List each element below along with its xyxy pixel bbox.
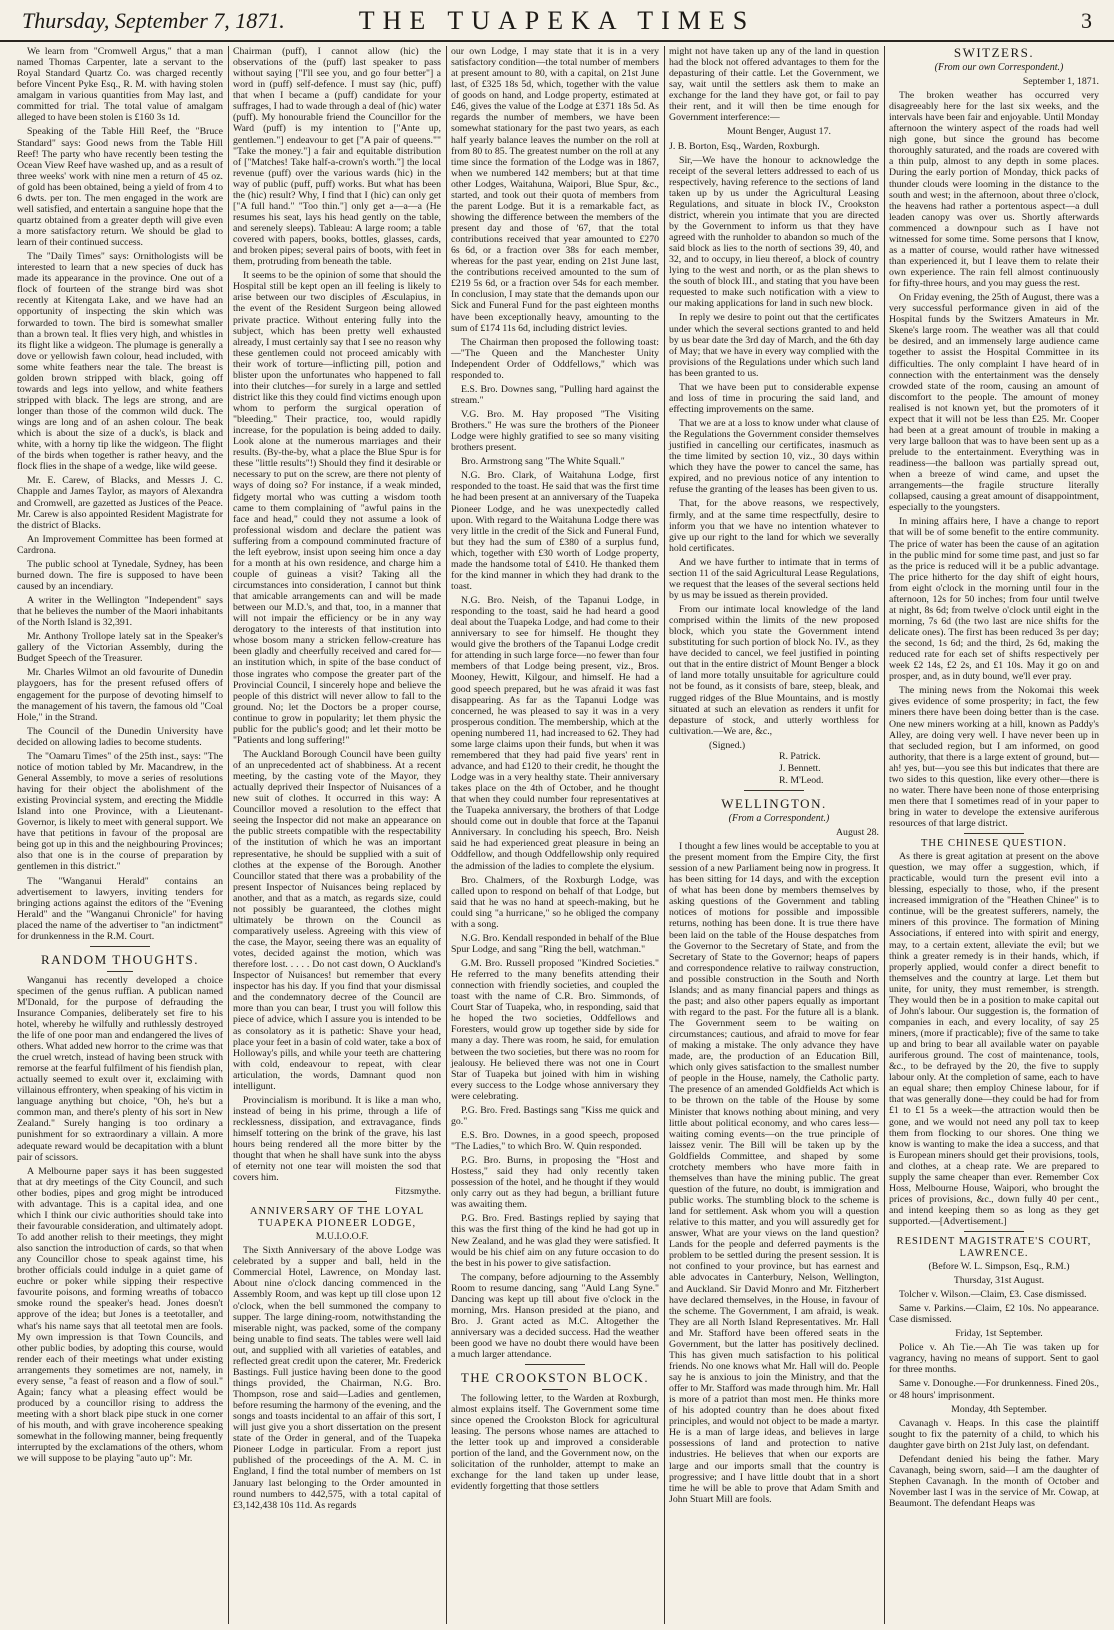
article-paragraph: The mining news from the Nokomai this week gives evidence of some prosperity; in fact, the few miners there have been doing better than is the case. One new miners working at a hill, known as Paddy's Alley, are doing very well. I have never been up in that secluded region, but I am informed, on good authority, that there is a large extent of ground, but—ah! yes, but—you see this but indicates that there are two sides to this question, like every other—there is no water. There have been none of those enterprising men there that I sometimes read of in your paper to bring in water to develope the extensive auriferous resources of that large district. <box>889 685 1099 830</box>
section-divider <box>744 790 804 791</box>
article-paragraph: Provincialism is moribund. It is like a man who, instead of being in his prime, through a life of recklessness, dissipation, and extravagance, finds himself tottering on the brink of the grave, his last hours being rendered all the more bitter by the thought that when he shall have sunk into the abyss of eternity not one tear will moisten the sod that covers him. <box>233 1094 441 1184</box>
article-paragraph: Wanganui has recently developed a choice specimen of the genus ruffian. A publican named M'Donald, for the purpose of defrauding the Insurance Companies, deliberately set fire to his hotel, whereby he wilfully and ruthlessly destroyed the life of one poor man and endangered the lives of others. What added new horror to the crime was that the cruel wretch, instead of having been struck with remorse at the fearful fulfilment of his fiendish plan, actually seemed to exult over it, exclaiming with villainous effrontery, when speaking of his victim in language anything but choice, "Oh, he's but a common man, and there's plenty of his sort in New Zealand." Surely hanging is too ordinary a punishment for so extraordinary a villain. A more adequate reward would be decapitation with a blunt pair of scissors. <box>17 974 223 1163</box>
section-divider <box>90 946 150 947</box>
column-rule <box>664 46 665 1624</box>
article-paragraph: As there is great agitation at present on the above question, we may offer a suggestion, which, if practicable, would turn the present evil into a blessing, especially to those, who, if the present increased immigration of the "Heathen Chinee" is to continue, will be the greatest sufferers, namely, the miners of this province. The formation of Mining Associations, if entered into with spirit and energy, may, to a certain extent, alleviate the evil; but we think a greater remedy is in their hands, which, if properly applied, would confer a direct benefit to themselves and the country at large. Let them but unite, for unity, they must remember, is strength. They would then be in a position to make capital out of John's labour. Our suggestion is, the formation of companies in each, and every locality, of say 25 miners, (more if practicable); five of the same to take up and bring to bear all available water on payable auriferous ground. The cost of maintenance, tools, &c., to be defrayed by the 20, the five to supply labour only. At the completion of same, each to have an equal share; then employ Chinese labour, for if that was generally done—they could be had for from £1 to £1 5s a week—the attraction would then be gone, and we would not need any poll tax to keep them from flocking to our shores. One thing we know is wanting to make the idea a success, and that is European miners should get their provisions, tools, and clothes, at a cheap rate. We are prepared to supply the same cheaper than ever. Remember Cox Hoss, Melbourne House, Waipori, who brought the prices of provisions, &c., down fully 40 per cent., and intend keeping them so as long as they get supported.—[Advertisement.] <box>889 851 1099 1228</box>
news-paragraph: An Improvement Committee has been formed at Cardrona. <box>17 533 223 556</box>
article-paragraph: E.S. Bro. Downes, in a good speech, proposed "The Ladies," to which Bro. W. Quin responded. <box>451 1129 659 1152</box>
court-day: Monday, 4th September. <box>951 1403 1047 1415</box>
letter-paragraph: In reply we desire to point out that the certificates under which the several sections granted to and held by us bear date the 3rd day of March, and the 6th day of May; that we have in every way complied with the provisions of the Regulations under which such land has been granted to us. <box>669 312 879 379</box>
heading-crookston-block: THE CROOKSTON BLOCK. <box>460 1370 650 1386</box>
section-divider <box>107 971 133 972</box>
news-paragraph: The "Daily Times" says: Ornithologists will be interested to learn that a new species of duck has made its appearance in the province. One out of a flock of fourteen of the strange bird was shot recently at Kitengata Lake, and we have had an opportunity of inspecting the skin which was forwarded to town. The bird is somewhat smaller than a brown teal. It flies very high, and whistles in its flight like a widgeon. The plumage is generally a dove or yellowish fawn colour, head included, with some white feathers near the tale. The breast is golden brown stripped with black, going off towards and legs into yellow, and white feathers stripped with black. The legs are strong, and are longer than those of the common wild duck. The wings are long and of an ashen colour. The beak which is about the size of a duck's, is black and white, with a horny tip like the widgeon. The flight of the birds when together is rather heavy, and the flock flies in the shape of a wedge, like wild geese. <box>17 251 223 473</box>
column-rule <box>228 46 229 1624</box>
article-paragraph: P.G. Bro. Fred. Bastings sang "Kiss me quick and go." <box>451 1104 659 1127</box>
page-number: 3 <box>1081 8 1092 33</box>
article-paragraph: P.G. Bro. Fred. Bastings replied by saying that this was the first thing of the kind he had got up in New Zealand, and he was glad they were satisfied. It would be his chief aim on any future occasion to do the best in his power to give satisfaction. <box>451 1213 659 1269</box>
court-case: Tolcher v. Wilson.—Claim, £3. Case dismissed. <box>899 1289 1087 1300</box>
section-divider <box>964 833 1024 834</box>
article-paragraph: A Melbourne paper says it has been suggested that at dry meetings of the City Council, and such other bodies, pipes and grog might be introduced with advantage. This is a capital idea, and one which I think our civic authorities should take into their favourable consideration, and ultimately adopt. To add another relish to their meetings, they might also sanction the introduction of cards, so that when any Councillor chose to speak against time, his brother officials could indulge in a quiet game of euchre or poker while sipping their respective favourite poisons, and forming wreaths of tobacco smoke round the speaker's head. Jones doesn't approve of the idea; but Jones is a teetotaller, and what's his name says that all teetotal men are fools. My own impression is that Town Councils, and other public bodies, by adopting this course, would render each of their meetings what under existing arrangements they sometimes are not, namely, in every sense, "a feast of reason and a flow of soul." Again; fancy what a pleasing effect would be produced by a councillor rising to address the meeting with a short black pipe stuck in one corner of his mouth, and with grave incoherence speaking somewhat in the following manner, being frequently interrupted by the exclamations of the others, whom we will suppose to be playing "auto up": Mr. <box>17 1165 223 1465</box>
newspaper-title: THE TUAPEKA TIMES <box>358 6 756 35</box>
news-paragraph: The "Oamaru Times" of the 25th inst., says: "The notice of motion tabled by Mr. Macandrew, in the General Assembly, to move a series of resolutions having for their object the abolishment of the existing Provincial system, and erecting the Middle Island into one Province, with a Lieutenant-Governor, is likely to meet with general support. We have that petitions in favour of the proposal are being got up in this and the neighbouring Provinces; also that one is in the course of preparation by gentlemen in this district." <box>17 750 223 873</box>
letter-addressee: J. B. Borton, Esq., Warden, Roxburgh. <box>669 140 820 152</box>
court-case: Defendant denied his being the father. Mary Cavanagh, being sworn, said—I am the daughter of Stephen Cavanagh. In the month of October and November last I was in the service of Mr. Cowap, at Beaumont. The defendant Heaps was <box>889 1453 1099 1510</box>
article-paragraph: The broken weather has occurred very disagreeably here for the last six weeks, and the intervals have been fair and enjoyable. Until Monday afternoon the wintery aspect of the roads had well nigh gone, but since the ground has become thoroughly saturated, and the roads are covered with a thin pulp, almost to any depth in some places. During the early portion of Monday, thick packs of thunder clouds were looming in the distance to the south and west; in the afternoon, about three o'clock, the heavens had rather a portentous aspect—a dull leaden canopy was over us. Shortly afterwards commenced a downpour such as I have not witnessed for some time. Some persons that I know, as a matter of course, would rather have witnessed than experienced it, but I leave them to relate their own experience. The rain fell almost continuously for fifty-three hours, and you may guess the rest. <box>889 90 1099 290</box>
article-paragraph: On Friday evening, the 25th of August, there was a very successful performance given in aid of the Hospital funds by the Switzers Amateurs in Mr. Skene's large room. The weather was all that could be desired, and an immensely large audience came together to assist the Hospital Committee in its difficulties. The only complaint I have heard of in connection with the entertainment was the densely crowded state of the room, causing an amount of discomfort to the people. The amount of money realised is not known yet, but the promoters of it expect that it will not be less than £25. Mr. Cooper had been at a great amount of trouble in making a very large balloon that was to have been sent up as a prelude to the entertainment. Everything was in readiness—the balloon was partially spread out, when a breeze of wind came, and upset the arrangements—the fragile structure literally collapsed, causing a great amount of disappointment, especially to the youngsters. <box>889 292 1099 514</box>
news-paragraph: We learn from "Cromwell Argus," that a man named Thomas Carpenter, late a servant to the Royal Standard Quartz Co. was charged recently before Vincent Pyke Esq., R. M. with having stolen amalgam in various quantities from May last, and committed for trial. The total value of amalgam alleged to have been stolen is £160 3s 1d. <box>17 46 223 124</box>
article-paragraph: Chairman (puff), I cannot allow (hic) the observations of the (puff) last speaker to pass without saying ["I'll see you, and go four better"] a word in (puff) self-defence. I must say (hic, puff) that when I became a (puff) candidate for your suffrages, I had to wade through a deal of (hic) water (puff). My honourable friend the Councillor for the Ward (puff) is my intention to ["Ante up, gentlemen."] endeavour to get ["A pair of queens."" "Take the money."] a fair and equitable distribution of ["Matches! Take half-a-crown's worth."] the local revenue (puff) over the various wards (hic) in the way of public (puff, puff) works. But what has been the (hic) result? Why, I find that I (hic) can only get ["A full hand." "Too thin."] only get a—a—a (He resumes his seat, lays his head gently on the table, and serenely sleeps). Tableau: A large room; a table covered with papers, books, bottles, glasses, cards, and broken pipes; several pairs of boots, with feet in them, protruding from beneath the table. <box>233 46 441 268</box>
court-case: Police v. Ah Tie.—Ah Tie was taken up for vagrancy, having no means of support. Sent to gaol for three months. <box>889 1342 1099 1376</box>
author-signature: Fitzsmythe. <box>395 1186 441 1198</box>
heading-wellington: WELLINGTON. <box>721 796 827 811</box>
column-2 <box>230 46 444 1626</box>
column-4 <box>666 46 882 1626</box>
letter-paragraph: That we have been put to considerable expense and loss of time in procuring the said land, and effecting improvements on the same. <box>669 381 879 415</box>
masthead <box>0 0 1114 42</box>
article-paragraph: Bro. Chalmers, of the Roxburgh Lodge, was called upon to respond on behalf of that Lodge, but said that he was no hand at speech-making, but he could sing "a hurricane," so he obliged the company with a song. <box>451 874 659 930</box>
news-paragraph: The Council of the Dunedin University have decided on allowing ladies to become students. <box>17 725 223 748</box>
dateline: September 1, 1871. <box>1022 75 1099 87</box>
news-paragraph: Mr. E. Carew, of Blacks, and Messrs J. C. Chapple and James Taylor, as mayors of Alexandra and Cromwell, are gazetted as Justices of the Peace. Mr. Carew is also appointed Resident Magistrate for the district of Blacks. <box>17 475 223 531</box>
letter-paragraph: From our intimate local knowledge of the land comprised within the limits of the new proposed block, which you state the Government intend substituting for such portion of block No. IV., as they have decided to cancel, we feel justified in pointing out that in the entire district of Mount Benger a block of land more totally unsuitable for agriculture could not be found, as it consists of bare, steep, bleak, and rugged ridges of the Blue Mountains, and is mostly situated at such an elevation as renders it unfit for depasture of stock, and utterly worthless for cultivation.—We are, &c., <box>669 604 879 737</box>
article-paragraph: N.G. Bro. Neish, of the Tapanui Lodge, in responding to the toast, said he had heard a good deal about the Tuapeka Lodge, and had come to their anniversary to see for himself. He thought they would give the brothers of the Tapanui Lodge credit for attending in such large force—no fewer than four members of that Lodge being present, viz., Bros. Mooney, Hewitt, Kilgour, and himself. He had a good speech prepared, but he was afraid it was fast disappearing. As far as the Tapanui Lodge was concerned, he was pleased to say it was in a very prosperous condition. The membership, which at the opening numbered 11, had increased to 62. They had some large claims upon their funds, but when it was remembered that they had paid five years' rent in advance, and had £120 to their credit, he thought the Lodge was in a very healthy state. Their anniversary takes place on the 4th of October, and he thought that when they could number four representatives at the Tuapeka anniversary, the brothers of that Lodge should come out in double that force at the Tapanui Anniversary. In concluding his speech, Bro. Neish said he had experienced great pleasure in being an Oddfellow, and though Oddfellowship only required the admission of the ladies to complete the elysium. <box>451 595 659 872</box>
correspondent-note: (From our own Correspondent.) <box>934 61 1064 73</box>
column-3 <box>448 46 662 1626</box>
article-paragraph: The following letter, to the Warden at Roxburgh, almost explains itself. The Government some time since opened the Crookston Block for agricultural leasing. The persons whose names are attached to the letter took up and improved a considerable portion of the land, and the Government now, on the solicitation of the runholder, attempt to make an exchange for the land taken up under lease, evidently forgetting that those settlers <box>451 1392 659 1493</box>
correspondent-note: (From a Correspondent.) <box>728 812 830 824</box>
article-paragraph: It seems to be the opinion of some that should the Hospital still be kept open an ill feeling is likely to arise between our two disciples of Æsculapius, in the event of the Resident Surgeon being allowed private practice. Without entering fully into the subject, which has been pretty well exhausted already, I must certainly say that I see no reason why these gentlemen could not proceed amicably with their work of torture—inflicting pill, potion and blister upon the unfortunates who happened to fall into their clutches—for surely in a large and settled district like this they could find victims enough upon whom to perform the surgical operation of "bleeding." Their practice, too, would rapidly increase, for the population is being added to daily. Look alone at the numerous marriages and their results. (By-the-by, what a place the Blue Spur is for these "little results"!) Should they find it desirable or necessary to put on the screw, are there not plenty of ways of doing so? For instance, if a weak minded, fidgety mortal who was cutting a wisdom tooth came to them complaining of "awful pains in the face and head," could they not assume a look of professional wisdom and declare the patient was suffering from a compound comminuted fracture of the left eyebrow, insist upon seeing him once a day for a month at his own residence, and charge him a couple of guineas a visit? Taking all the circumstances into consideration, I cannot but think that amicable arrangements can and will be made between our M.D.'s, and that, too, in a manner that will not impair the efficiency or be in any way derogatory to the interests of that institution into whose bosom many a stricken fellow-creature has been gladly and cheerfully received and cared for—an institution which, in spite of the base conduct of those ingrates who compose the greater part of the Provincial Council, I sincerely hope and believe the people of this district will never allow to fall to the ground. No; let the Doctors be a proper course, continue to grow in popularity; let them physic the public for the public's good; and let their motto be "Patients and long suffering!" <box>233 270 441 746</box>
heading-magistrates-court: RESIDENT MAGISTRATE'S COURT, LAWRENCE. <box>896 1236 1092 1260</box>
court-case: Cavanagh v. Heaps. In this case the plaintiff sought to fix the paternity of a child, to which his daughter gave birth on 21st July last, on defendant. <box>889 1417 1099 1451</box>
heading-random-thoughts: RANDOM THOUGHTS. <box>40 951 200 967</box>
court-day: Friday, 1st September. <box>955 1328 1043 1340</box>
issue-date: Thursday, September 7, 1871. <box>22 8 285 33</box>
signatory: R. M'Leod. <box>779 774 824 786</box>
column-5 <box>886 46 1102 1626</box>
section-divider <box>542 1389 568 1390</box>
news-paragraph: A writer in the Wellington "Independent" says that he believes the number of the Maori inhabitants of the North Island is 32,391. <box>17 595 223 629</box>
letter-paragraph: That, for the above reasons, we respectively, firmly, and at the same time respectfully, desire to inform you that we have no intention whatever to give up our right to the land for which we severally hold certificates. <box>669 498 879 554</box>
article-paragraph: P.G. Bro. Burns, in proposing the "Host and Hostess," said they had only recently taken possession of the hotel, and he thought if they would only carry out as they had begun, a brilliant future was awaiting them. <box>451 1155 659 1211</box>
article-paragraph: V.G. Bro. M. Hay proposed "The Visiting Brothers." He was sure the brothers of the Pioneer Lodge were highly gratified to see so many visiting brothers present. <box>451 409 659 454</box>
article-paragraph: G.M. Bro. Russell proposed "Kindred Societies." He referred to the many benefits attending their connection with friendly societies, and coupled the toast with the name of C.R. Bro. Simmonds, of Court Star of Tuapeka, who, in responding, said that he hoped the two societies, Oddfellows and Foresters, would grow up together side by side for many a day. There was room, he said, for emulation between the two societies, but there was no room for jealousy. He believed there was not one in Court Star of Tuapeka but joined with him in wishing every success to the Lodge whose anniversary they were celebrating. <box>451 958 659 1102</box>
section-divider <box>307 1201 367 1202</box>
signatory: R. Patrick. <box>779 750 821 762</box>
court-case: Same v. Parkins.—Claim, £2 10s. No appearance. Case dismissed. <box>889 1303 1099 1326</box>
letter-paragraph: That we are at a loss to know under what clause of the Regulations the Government consider themselves justified in cancelling our certificates, inasmuch as the time limited by section 10, viz., 30 days within which they have the power to cancel the same, has expired, and no previous notice of any intention to refuse the granting of the leases has been given to us. <box>669 418 879 496</box>
letter-paragraph: And we have further to intimate that in terms of section 11 of the said Agricultural Lease Regulations, we request that the leases of the several sections held by us may be issued as therein provided. <box>669 556 879 601</box>
news-paragraph: Mr. Anthony Trollope lately sat in the Speaker's gallery of the Victorian Assembly, during the Budget Speech of the Treasurer. <box>17 631 223 665</box>
article-paragraph: I thought a few lines would be acceptable to you at the present moment from the Empire City, the first session of a new Parliament being now in progress. It has been sitting for 14 days, and with the exception of what has been done by members themselves by asking questions of the Government and tabling notices of motions for possible and impossible returns, nothing has been done. It is true there have been laid on the table of the House despatches from the Governor to the Secretary of State, and from the Secretary of State to the Governor; heaps of papers and correspondence relative to railway construction, and possible construction in the South and North Islands; and as many financial papers and things as the past; and also other papers equally as important with regard to the past. For the future all is a blank. The Government seem to be waiting on circumstances; cautious, and afraid to move for fear of making a mistake. The only advance they have made, are, the production of an Education Bill, which only gives satisfaction to the smallest number of people in the House, namely, the Catholic party. The presence of an amended Goldfields Act which is to be thrown on the table of the House by some Minister that knows nothing about mining, and very little about political economy, and who cares less—waiting coming events—on the true principle of laissez venir. The Bill will be taken up by the Goldfields Committee, and shaped by some crotchety members who have more faith in themselves than have the mining public. The great question of the future, no doubt, is immigration and public works. The stumbling block to the scheme is land for settlement. Ask whom you will a question relative to this matter, and you will assuredly get for answer, What are your views on the land question? Lands for the people and deferred payments is the problem to be settled during the present session. It is not confined to your province, but has earnest and able advocates in Canterbury, Nelson, Wellington, and Auckland. Sir David Monro and Mr. Fitzherbert have declared themselves, in the House, in favour of the scheme. The Government, I am afraid, is weak. They are all North Island Representatives. Mr. Hall and Mr. Stafford have been offered seats in the Government, but the latter has positively declined. This has given much satisfaction to his political friends. No one knows what Mr. Hall will do. People say he is anxious to join the Ministry, and that the offer to Mr. Stafford was made through him. Mr. Hall is more of a patriot than most men. He thinks more of his adopted country than he does about fixed principles, and would not object to be made a martyr. He is a man of large ideas, and believes in large possessions of land and protection to native industries. He believes that when our exports are large and our imports small that the country is progressive; and I have little doubt that in a short time he will be able to prove that Adam Smith and John Stuart Mill are fools. <box>669 841 879 1505</box>
section-divider <box>964 1231 1024 1232</box>
article-paragraph: In mining affairs here, I have a change to report that will be of some benefit to the entire community. The price of water has been the cause of an agitation in the public mind for some time past, and just so far as the price is reduced will it be a public advantage. The price hitherto for the day shift of eight hours, from eight o'clock in the morning until four in the afternoon, 12s for 50 inches; from four until twelve at night, 8s 6d; from twelve o'clock until eight in the morning, 7s 6d (the two last are nice shifts for the delicate ones). The first has been reduced 3s per day; the second, 1s 6d; and the third, 2s 6d, making the reduced rate for each set of shifts respectively per week £2 14s, £2 2s, and £1 10s. May it go on and prosper, and, as in duty bound, we'll ever pray. <box>889 516 1099 683</box>
article-paragraph: might not have taken up any of the land in question had the block not offered advantages to them for the depasturing of their cattle. Let the Government, we say, wait until the settlers ask them to make an exchange for the land they have got, or fail to pay their rent, and it will then be time enough for Government interference:— <box>669 46 879 124</box>
court-bench: (Before W. L. Simpson, Esq., R.M.) <box>928 1260 1070 1272</box>
heading-chinese-question: THE CHINESE QUESTION. <box>920 838 1068 850</box>
letter-signed: (Signed.) <box>709 739 746 751</box>
news-paragraph: The "Wanganui Herald" contains an advertisement to lawyers, inviting tenders for bringing actions against the editors of the "Evening Herald" and the "Wanganui Chronicle" for having placed the name of the advertiser to "an indictment" for drunkenness in the R.M. Court. <box>17 875 223 942</box>
news-paragraph: Speaking of the Table Hill Reef, the "Bruce Standard" says: Good news from the Table Hill Reef! The party who have recently been testing the Ocean View Reef have washed up, and as a result of three weeks' work with nine men a return of 45 oz. of gold has been obtained, being a yield of from 4 to 6 dwts. per ton. The men engaged in the work are well satisfied, and entertain a sanguine hope that the quartz obtained from a greater depth will give even a more satisfactory return. We should be glad to learn of their continued success. <box>17 126 223 249</box>
article-paragraph: The company, before adjourning to the Assembly Room to resume dancing, sang "Auld Lang Syne." Dancing was kept up till about five o'clock in the morning, Mrs. Hanson presided at the piano, and Bro. J. Grant acted as M.C. Altogether the anniversary was a decided success. Had the weather been good we have no doubt there would have been a much larger attendance. <box>451 1271 659 1361</box>
dateline: August 28. <box>835 826 879 838</box>
lodge-order: M.U.I.O.O.F. <box>315 1231 369 1243</box>
article-paragraph: E.S. Bro. Downes sang, "Pulling hard against the stream." <box>451 383 659 406</box>
column-1 <box>14 46 226 1626</box>
heading-switzers: SWITZERS. <box>953 46 1035 60</box>
court-case: Same v. Donoughe.—For drunkenness. Fined 20s., or 48 hours' imprisonment. <box>889 1378 1099 1401</box>
article-paragraph: Bro. Armstrong sang "The White Squall." <box>461 456 625 468</box>
article-paragraph: The Chairman then proposed the following toast:—"The Queen and the Manchester Unity Independent Order of Oddfellows," which was responded to. <box>451 336 659 381</box>
article-paragraph: The Auckland Borough Council have been guilty of an unprecedented act of shabbiness. At a recent meeting, by the casting vote of the Mayor, they actually deprived their Inspector of Nuisances of a new suit of clothes. It occurred in this way: A Councillor moved a resolution to the effect that seeing the Inspector did not make an appearance on the public streets compatible with the respectability of the institution of which he was an important representative, he should be supplied with a suit of clothes at the expense of the Borough. Another Councillor stated that there was a probability of the present Inspector of Nuisances being replaced by another, and that as a match, as regards size, could not possibly be guaranteed, the clothes might ultimately be thrown on the Council as comparatively useless. Agreeing with this view of the case, the Mayor, seeing there was an equality of votes, decided against the motion, which was therefore lost. . . . . Do not cast down, O Auckland's Inspector of Nuisances! but remember that every inspector has his day. If you find that your dismissal and the condemnatory decree of the Council are more than you can bear, I trust you will follow this piece of advice, which I assure you is intended to be as consolatory as it is pathetic: Shave your head, place your feet in a basin of cold water, take a box of Holloway's pills, and while your teeth are chattering with cold, endeavour to repeat, with clear articulation, the words, Damnant quod non intelligunt. <box>233 748 441 1092</box>
news-paragraph: Mr. Charles Wilmot an old favourite of Dunedin playgoers, has for the present refused offers of engagement for the purpose of devoting himself to the management of his tavern, the famous old "Coal Hole," in the Strand. <box>17 667 223 723</box>
section-divider <box>525 1364 585 1365</box>
article-paragraph: N.G. Bro. Kendall responded in behalf of the Blue Spur Lodge, and sang "Ring the bell, watchman." <box>451 932 659 955</box>
column-rule <box>446 46 447 1624</box>
article-paragraph: N.G. Bro. Clark, of Waitahuna Lodge, first responded to the toast. He said that was the first time he had been present at an anniversary of the Tuapeka Pioneer Lodge, and he was unexpectedly called upon. With regard to the Waitahuna Lodge there was very little in the credit of the Sick and Funeral Fund, but they had the sum of £380 of a surplus fund, which, together with £30 worth of Lodge property, made the handsome total of £410. He thanked them for the kind manner in which they had drank to the toast. <box>451 470 659 592</box>
letter-paragraph: Sir,—We have the honour to acknowledge the receipt of the several letters addressed to each of us respectively, having reference to the sections of land taken up by us under the Agricultural Leasing Regulations, and situate in block IV., Crookston district, wherein you intimate that you are directed by the Government to inform us that they have agreed with the runholder to abandon so much of the said block as lies to the north of sections 39, 40, and 32, and to occupy, in lieu thereof, a block of country lying to the west and north, or as the plan shews to the south of block III., and stating that you have been requested to make such notification with a view to our making applications for land in such new block. <box>669 154 879 310</box>
heading-lodge-anniversary: ANNIVERSARY OF THE LOYAL TUAPEKA PIONEER LODGE, <box>249 1206 425 1230</box>
article-paragraph: our own Lodge, I may state that it is in a very satisfactory condition—the total number of members at present amount to 80, with a capital, on 21st June last, of £325 18s 5d, which, together with the value of goods on hand, and Lodge property, estimated at £46, gives the value of the Lodge at £371 18s 5d. As regards the number of members, we have been somewhat stationary for the past two years, as each half yearly balance leaves the number on the roll at from 80 to 85. The greatest number on the roll at any time since the formation of the Lodge was in 1867, when we numbered 142 members; but at that time other Lodges, Waitahuna, Waipori, Blue Spur, &c., started, and took out their quota of members from the parent Lodge. But it is a remarkable fact, as showing the difference between the members of the present day and those of '67, that the total contributions received that year amounted to £270 6s 6d, or a fraction over 38s for each member, whereas for the past year, ending on 21st June last, the contributions received amounted to the sum of £219 5s 6d, or a fraction over 54s for each member. In conclusion, I may state that the demands upon our Sick and Funeral Fund for the past eighteen months have been exceptionally heavy, amounting to the sum of £174 11s 6d, including district levies. <box>451 46 659 334</box>
article-paragraph: The Sixth Anniversary of the above Lodge was celebrated by a supper and ball, held in the Commercial Hotel, Lawrence, on Monday last. About nine o'clock dancing commenced in the Assembly Room, and was kept up till close upon 12 o'clock, when the bell summoned the company to supper. The large dining-room, notwithstanding the miserable night, was packed, some of the company being unable to find seats. The tables were well laid out, and supplied with all varieties of eatables, and reflected great credit upon the caterer, Mr. Frederick Bastings. Full justice having been done to the good things provided, the Chairman, N.G. Bro. Thompson, rose and said—Ladies and gentlemen, before resuming the harmony of the evening, and the songs and toasts incidental to an affair of this sort, I will just give you a short dissertation on the present state of the Order in general, and of the Tuapeka Pioneer Lodge in particular. From a report just published of the proceedings of the A. M. C. in England, I find the total number of members on 1st January last belonging to the Order amounted in round numbers to 442,575, with a total capital of £3,142,438 10s 11d. As regards <box>233 1245 441 1511</box>
signatory: J. Bennett. <box>779 762 821 774</box>
court-day: Thursday, 31st August. <box>953 1274 1045 1286</box>
letter-place-date: Mount Benger, August 17. <box>727 126 831 138</box>
column-rule <box>884 46 885 1624</box>
news-paragraph: The public school at Tynedale, Sydney, has been burned down. The fire is supposed to have been caused by an incendiary. <box>17 558 223 592</box>
